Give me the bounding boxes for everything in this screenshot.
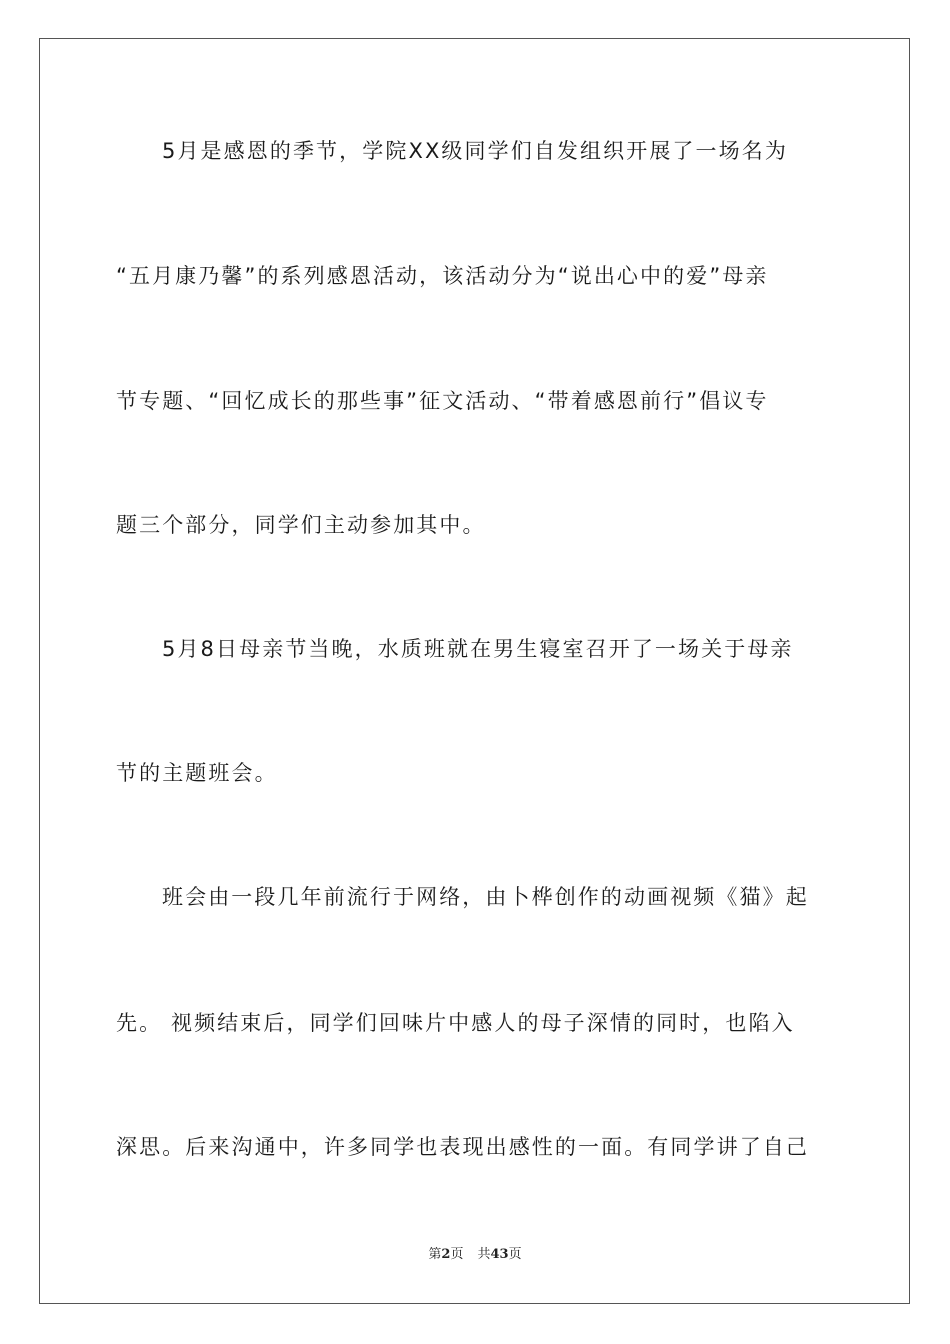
total-pages-number: 43 [490, 1247, 509, 1262]
page-prefix: 第 [428, 1247, 442, 1262]
page-border [39, 38, 910, 1304]
total-suffix: 页 [508, 1247, 522, 1262]
paragraph-2-line-1: 5月8日母亲节当晚，水质班就在男生寝室召开了一场关于母亲 [162, 637, 794, 661]
paragraph-1-line-4: 题三个部分，同学们主动参加其中。 [116, 513, 486, 537]
paragraph-2-line-2: 节的主题班会。 [116, 761, 278, 785]
page-suffix: 页 [450, 1247, 464, 1262]
paragraph-3-line-3: 深思。后来沟通中，许多同学也表现出感性的一面。有同学讲了自己 [116, 1135, 809, 1159]
paragraph-1-line-1: 5月是感恩的季节，学院XX级同学们自发组织开展了一场名为 [162, 139, 788, 163]
paragraph-3-line-1: 班会由一段几年前流行于网络，由卜桦创作的动画视频《猫》起 [162, 885, 809, 909]
total-prefix: 共 [477, 1247, 491, 1262]
paragraph-3-line-2: 先。 视频结束后，同学们回味片中感人的母子深情的同时，也陷入 [116, 1011, 795, 1035]
page-footer [0, 1246, 950, 1264]
current-page-number: 2 [441, 1247, 451, 1262]
paragraph-1-line-3: 节专题、“回忆成长的那些事”征文活动、“带着感恩前行”倡议专 [116, 389, 769, 413]
paragraph-1-line-2: “五月康乃馨”的系列感恩活动，该活动分为“说出心中的爱”母亲 [116, 264, 769, 288]
